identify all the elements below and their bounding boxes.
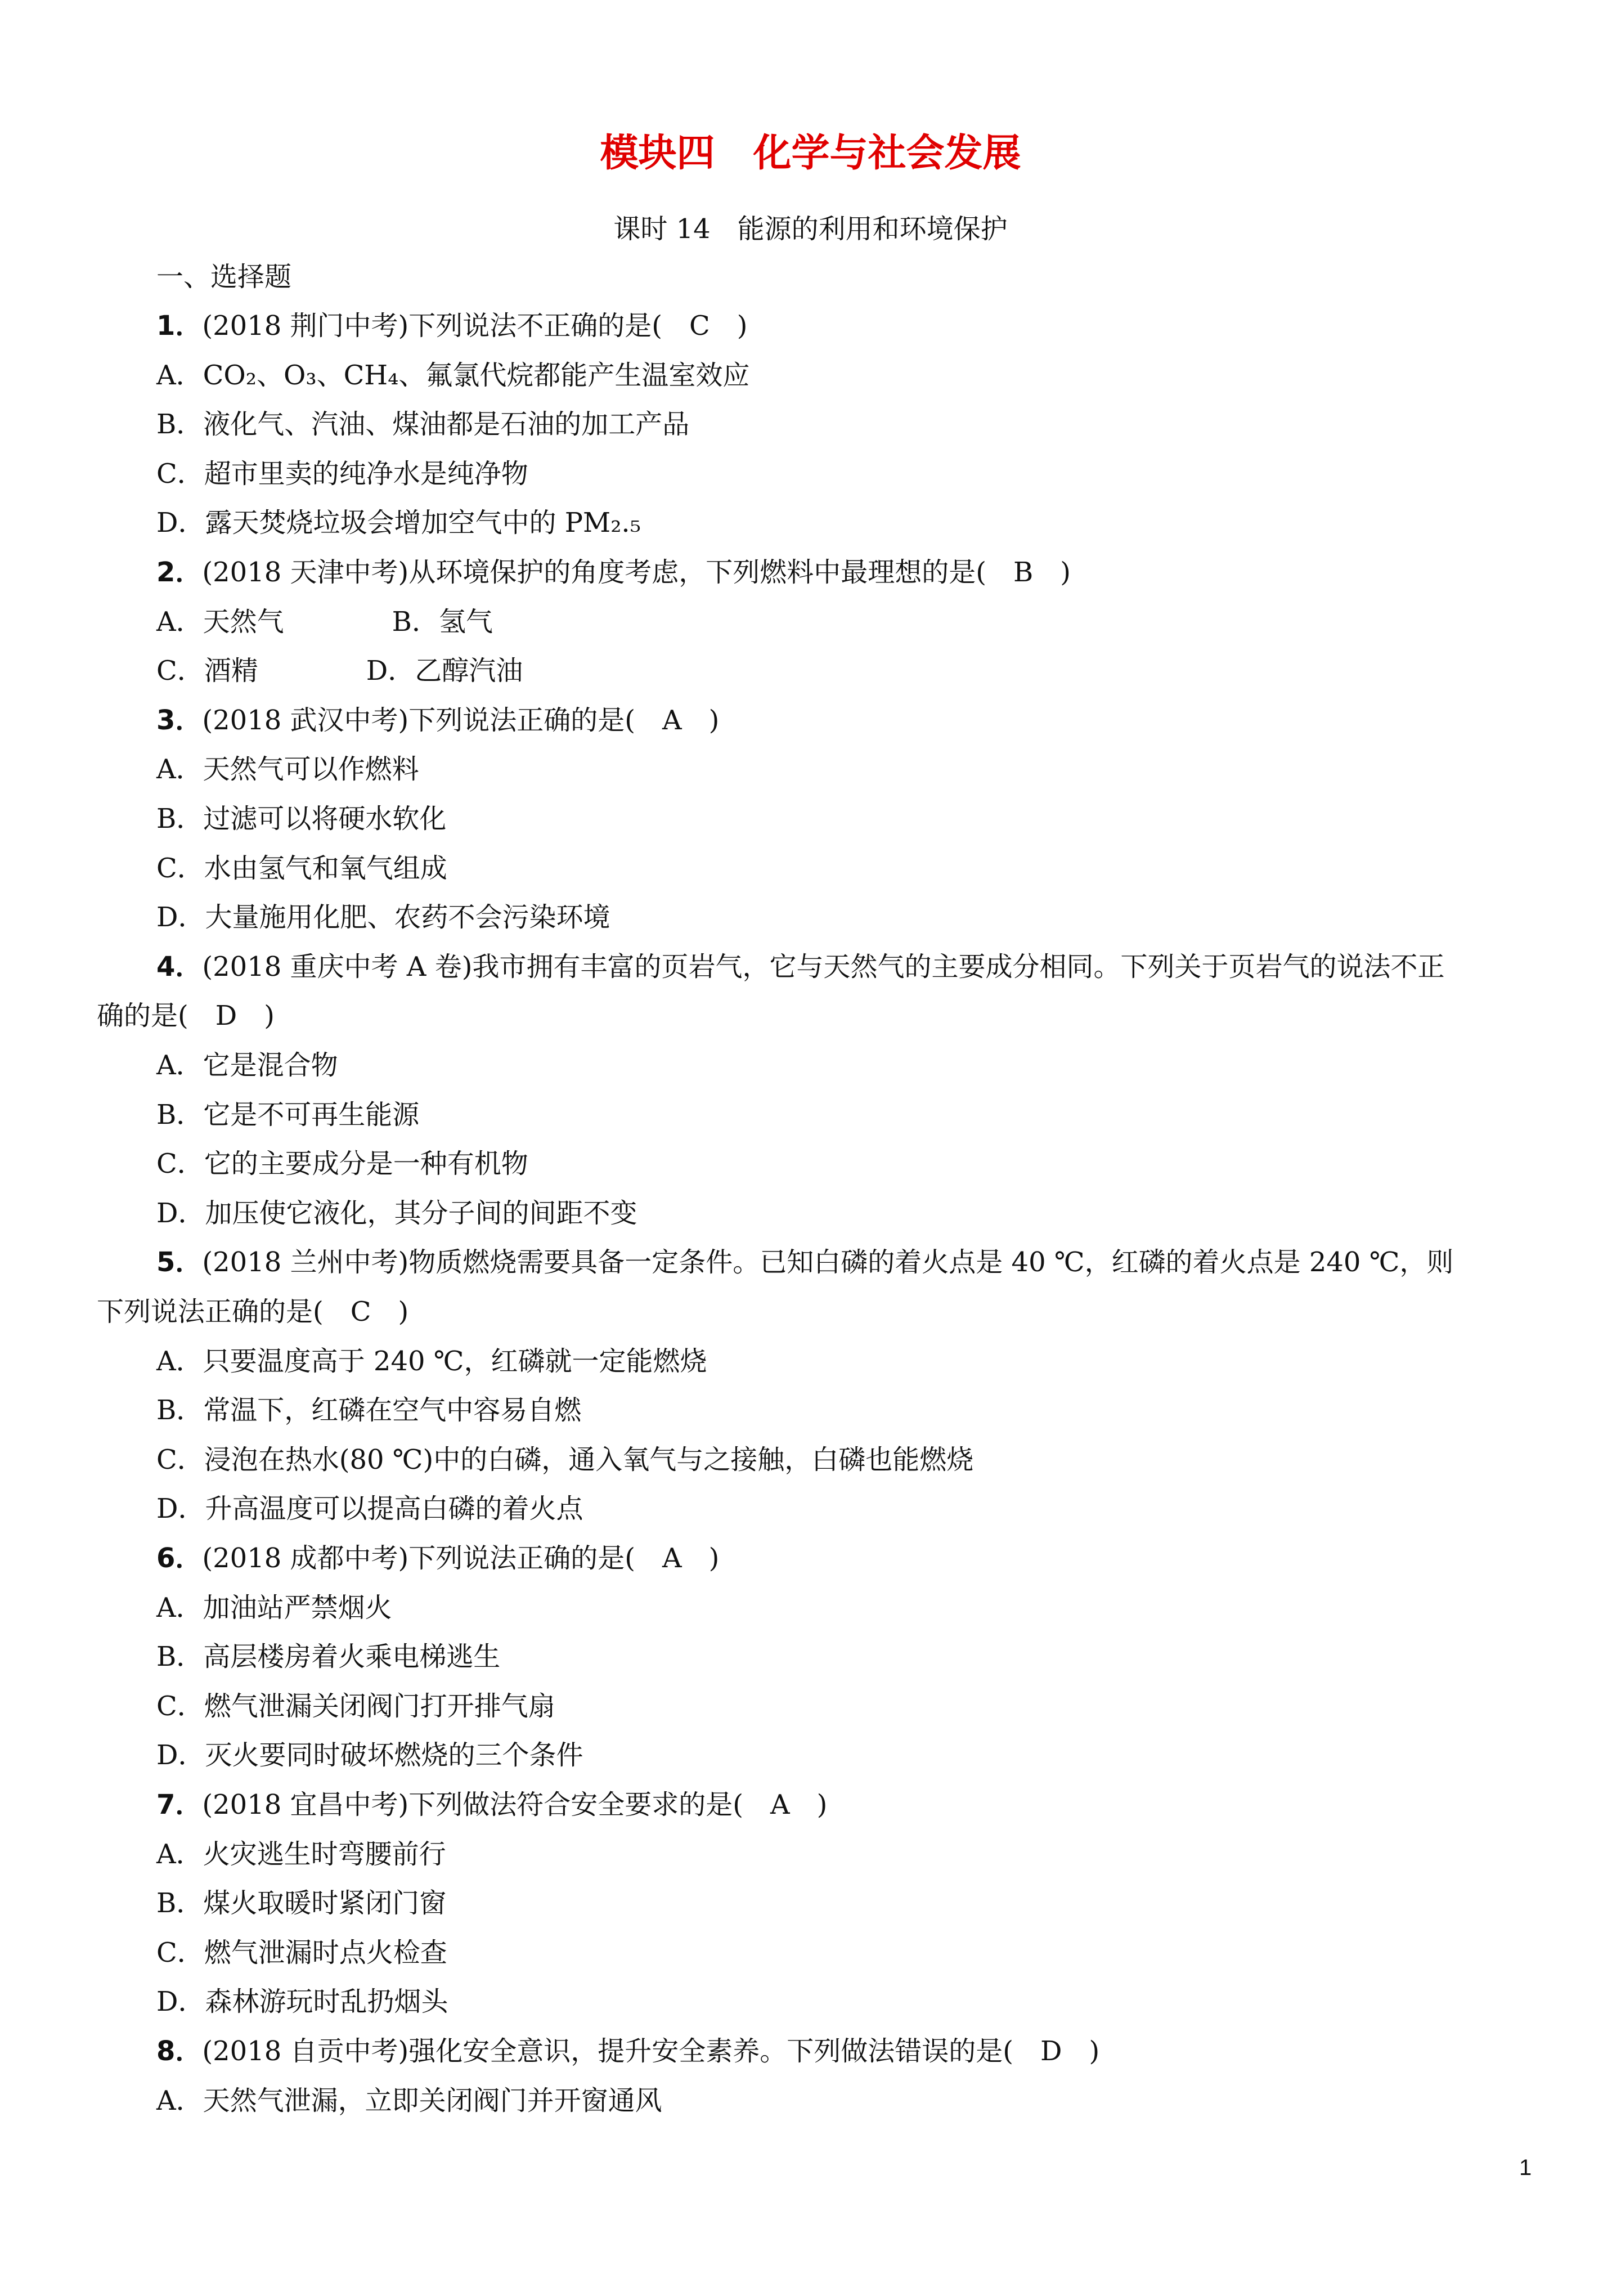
line-text: (2018 成都中考)下列说法正确的是( A ) xyxy=(202,1542,720,1574)
line-text: C．超市里卖的纯净水是纯净物 xyxy=(156,458,528,490)
answer-option xyxy=(156,1640,1518,1674)
line-text: (2018 宜昌中考)下列做法符合安全要求的是( A ) xyxy=(202,1789,828,1820)
question-number: 2． xyxy=(156,557,203,588)
line-text: 确的是( D ) xyxy=(97,1000,275,1032)
answer-option xyxy=(156,407,1518,441)
answer-option xyxy=(156,457,1518,491)
line-text: C．浸泡在热水(80 ℃)中的白磷，通入氧气与之接触，白磷也能燃烧 xyxy=(156,1444,974,1476)
line-text: A．它是混合物 xyxy=(156,1050,338,1081)
line-text: (2018 荆门中考)下列说法不正确的是( C ) xyxy=(202,310,748,342)
line-text: A．只要温度高于 240 ℃，红磷就一定能燃烧 xyxy=(156,1346,707,1377)
answer-option xyxy=(156,1837,1518,1871)
question-stem xyxy=(156,950,1518,984)
line-text: (2018 自贡中考)强化安全意识，提升安全素养。下列做法错误的是( D ) xyxy=(202,2035,1100,2067)
question-number: 1． xyxy=(156,310,203,342)
line-text: A．火灾逃生时弯腰前行 xyxy=(156,1838,446,1870)
line-text: (2018 天津中考)从环境保护的角度考虑，下列燃料中最理想的是( B ) xyxy=(202,557,1071,588)
answer-option xyxy=(156,1098,1518,1132)
line-text: B．过滤可以将硬水软化 xyxy=(156,803,447,835)
answer-option xyxy=(156,1936,1518,1970)
line-text: C．酒精 D．乙醇汽油 xyxy=(156,655,523,687)
line-text: 下列说法正确的是( C ) xyxy=(97,1296,409,1328)
answer-option xyxy=(156,605,1518,639)
answer-option xyxy=(156,1048,1518,1082)
question-stem xyxy=(156,1245,1518,1279)
line-text: B．高层楼房着火乘电梯逃生 xyxy=(156,1641,501,1672)
question-number: 4． xyxy=(156,951,203,983)
line-text: B．煤火取暖时紧闭门窗 xyxy=(156,1887,447,1919)
line-text: (2018 重庆中考 A 卷)我市拥有丰富的页岩气，它与天然气的主要成分相同。下列关于页岩气的说法不正 xyxy=(202,951,1445,983)
answer-option xyxy=(156,1886,1518,1920)
section-heading: 一、选择题 xyxy=(156,261,292,293)
line-text: D．大量施用化肥、农药不会污染环境 xyxy=(156,902,610,933)
question-stem xyxy=(156,555,1518,589)
line-text: B．常温下，红磷在空气中容易自燃 xyxy=(156,1394,582,1426)
line-text: B．液化气、汽油、煤油都是石油的加工产品 xyxy=(156,409,690,440)
answer-option xyxy=(156,851,1518,885)
answer-option xyxy=(156,900,1518,934)
answer-option xyxy=(156,2084,1518,2118)
answer-option xyxy=(156,1985,1518,2019)
question-stem xyxy=(156,703,1518,737)
answer-option xyxy=(156,1689,1518,1723)
line-text: C．燃气泄漏关闭阀门打开排气扇 xyxy=(156,1690,555,1722)
question-stem xyxy=(156,1788,1518,1822)
question-number: 3． xyxy=(156,705,203,736)
question-number: 8． xyxy=(156,2035,203,2067)
line-text: (2018 武汉中考)下列说法正确的是( A ) xyxy=(202,705,720,736)
line-text: A．天然气 B．氢气 xyxy=(156,606,493,638)
answer-option xyxy=(156,1344,1518,1378)
answer-option xyxy=(156,358,1518,392)
line-text: D．加压使它液化，其分子间的间距不变 xyxy=(156,1198,637,1229)
line-text: C．水由氢气和氧气组成 xyxy=(156,853,447,884)
page-number: 1 xyxy=(1519,2155,1532,2180)
line-text: D．升高温度可以提高白磷的着火点 xyxy=(156,1493,583,1524)
answer-option xyxy=(156,752,1518,786)
question-stem xyxy=(156,309,1518,343)
question-number: 5． xyxy=(156,1246,203,1278)
question-number: 6． xyxy=(156,1542,203,1574)
answer-option xyxy=(156,1147,1518,1181)
question-stem xyxy=(156,2034,1518,2068)
answer-option xyxy=(156,1393,1518,1427)
answer-option xyxy=(156,1492,1518,1526)
line-text: A．加油站严禁烟火 xyxy=(156,1592,392,1624)
line-text: A．CO₂、O₃、CH₄、氟氯代烷都能产生温室效应 xyxy=(156,360,750,391)
answer-option xyxy=(156,1591,1518,1625)
line-text: A．天然气泄漏，立即关闭阀门并开窗通风 xyxy=(156,2085,662,2116)
answer-option xyxy=(156,654,1518,688)
question-stem-continuation xyxy=(97,1295,408,1329)
line-text: C．它的主要成分是一种有机物 xyxy=(156,1148,528,1180)
module-title: 模块四 化学与社会发展 xyxy=(600,131,1021,176)
answer-option xyxy=(156,506,1518,540)
line-text: (2018 兰州中考)物质燃烧需要具备一定条件。已知白磷的着火点是 40 ℃，红磷的着火点是 240 ℃，则 xyxy=(202,1246,1454,1278)
line-text: D．灭火要同时破坏燃烧的三个条件 xyxy=(156,1739,583,1771)
question-stem-continuation xyxy=(97,999,275,1033)
question-stem xyxy=(156,1541,1518,1575)
line-text: D．露天焚烧垃圾会增加空气中的 PM₂.₅ xyxy=(156,507,641,539)
line-text: B．它是不可再生能源 xyxy=(156,1099,420,1131)
answer-option xyxy=(156,1443,1518,1477)
line-text: C．燃气泄漏时点火检查 xyxy=(156,1937,447,1968)
answer-option xyxy=(156,1738,1518,1772)
line-text: A．天然气可以作燃料 xyxy=(156,754,419,785)
question-number: 7． xyxy=(156,1789,203,1820)
lesson-subtitle: 课时 14 能源的利用和环境保护 xyxy=(613,213,1008,245)
answer-option xyxy=(156,1196,1518,1230)
line-text: D．森林游玩时乱扔烟头 xyxy=(156,1986,448,2017)
answer-option xyxy=(156,802,1518,836)
